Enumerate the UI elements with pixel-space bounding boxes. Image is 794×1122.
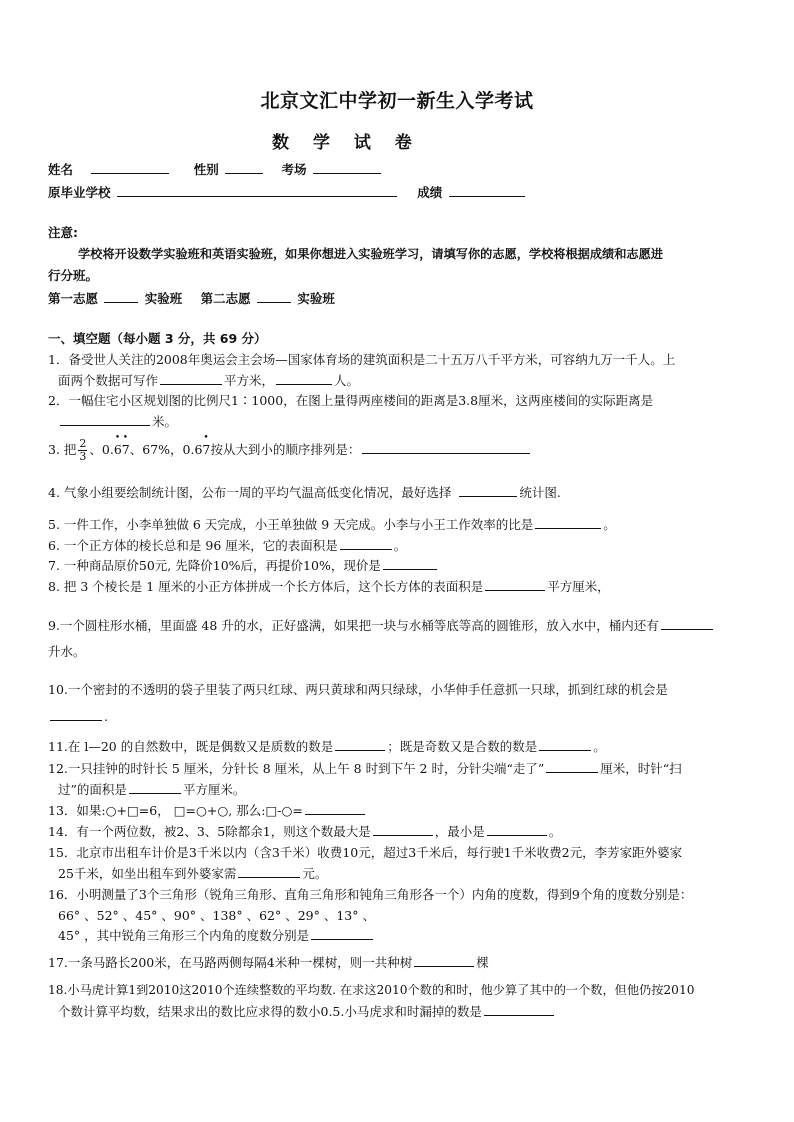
class2-label: 实验班	[297, 291, 335, 306]
q3-fraction	[78, 438, 87, 463]
name-field[interactable]	[91, 161, 169, 174]
q12-line2	[58, 780, 245, 798]
q12-text-b: 厘米，时针“扫	[600, 761, 682, 776]
q9-blank[interactable]	[661, 617, 713, 630]
q3-line	[48, 438, 532, 463]
q10-blank[interactable]	[50, 708, 102, 721]
q2-line2	[58, 412, 177, 430]
q2-line1: 2．一幅住宅小区规划图的比例尺1∶1000，在图上量得两座楼间的距离是3.8厘米，这两座楼间的实际距离是	[48, 393, 654, 408]
q1-line1: 1．备受世人关注的2008年奥运会主会场—国家体育场的建筑面积是二十五万八千平方米，可容纳九万一千人。上	[48, 352, 676, 367]
choice2-label: 第二志愿	[200, 291, 251, 306]
q15-line1: 15．北京市出租车计价是3千米以内（含3千米）收费10元，超过3千米后，每行驶1千米收费2元，李芳家距外婆家	[48, 845, 683, 860]
q6-text-b: 。	[393, 538, 407, 553]
q12-line1	[48, 759, 682, 777]
q14-text-a: 14．有一个两位数，被2、3、5除都余1，则这个数最大是	[48, 824, 371, 839]
q1-text-a: 面两个数据可写作	[58, 373, 159, 388]
q18-text: 个数计算平均数，结果求出的数比应求得的数小0.5.小马虎求和时漏掉的数是	[58, 1004, 482, 1019]
q17-text-b: 棵	[476, 955, 489, 970]
q10-line1: 10.一个密封的不透明的袋子里装了两只红球、两只黄球和两只绿球，小华伸手任意抓一只球，抓到红球的机会是	[48, 682, 668, 697]
school-field[interactable]	[117, 184, 397, 197]
info-row-2	[48, 183, 527, 201]
school-label: 原毕业学校	[48, 185, 111, 200]
q8-line	[48, 577, 610, 595]
q9-text: 9.一个圆柱形水桶，里面盛 48 升的水，正好盛满，如果把一块与水桶等底等高的圆锥形，放入水中，桶内还有	[48, 618, 659, 633]
q12-text-c: 过”的面积是	[58, 782, 127, 797]
q7-blank[interactable]	[383, 557, 437, 570]
q7-line	[48, 556, 439, 574]
info-row-1	[48, 160, 383, 178]
q11-text-a: 11.在 l—20 的自然数中，既是偶数又是质数的数是	[48, 739, 334, 754]
q15-blank[interactable]	[238, 865, 300, 878]
fraction-denominator: 3	[79, 450, 87, 463]
room-label: 考场	[281, 162, 307, 177]
q15-text-b: 元。	[302, 866, 328, 881]
q18-line2	[58, 1002, 556, 1020]
section-1-heading: 一、填空题（每小题 3 分，共 69 分）	[48, 331, 267, 346]
q12-blank-2[interactable]	[129, 781, 181, 794]
q8-text-a: 8. 把 3 个棱长是 1 厘米的小正方体拼成一个长方体后，这个长方体的表面积是	[48, 579, 484, 594]
q8-text-b: 平方厘米，	[547, 579, 610, 594]
q13-line	[48, 801, 367, 819]
q16-line1: 16．小明测量了3个三角形（锐角三角形、直角三角形和钝角三角形各一个）内角的度数，得到9个角的度数分别是：	[48, 887, 693, 902]
q6-line	[48, 536, 406, 554]
q1-blank-2[interactable]	[276, 372, 332, 385]
q6-text-a: 6. 一个正方体的棱长总和是 96 厘米，它的表面积是	[48, 538, 338, 553]
q12-text-a: 12.一只挂钟的时针长 5 厘米，分针长 8 厘米，从上午 8 时到下午 2 时，分针尖端“走了”	[48, 761, 545, 776]
q12-blank-1[interactable]	[546, 760, 598, 773]
q5-line	[48, 515, 616, 533]
q1-blank-1[interactable]	[160, 372, 222, 385]
notice-text-2: 行分班。	[48, 268, 99, 283]
q4-text-a: 4. 气象小组要绘制统计图，公布一周的平均气温高低变化情况，最好选择	[48, 485, 452, 500]
q16-line3	[58, 926, 375, 944]
q5-text-b: 。	[603, 517, 616, 532]
q11-text-b: ；既是奇数又是合数的数是	[387, 739, 538, 754]
q12-text-d: 平方厘米。	[182, 782, 246, 797]
q10-text: .	[104, 709, 108, 724]
fraction-numerator: 2	[79, 437, 87, 450]
q17-line	[48, 953, 489, 971]
q14-text-b: ，最小是	[434, 824, 485, 839]
gender-label: 性别	[193, 162, 219, 177]
gender-field[interactable]	[225, 161, 263, 174]
q11-blank-2[interactable]	[539, 738, 591, 751]
q8-blank[interactable]	[485, 578, 545, 591]
q1-line2	[58, 371, 359, 389]
score-label: 成绩	[417, 185, 443, 200]
q14-text-c: 。	[548, 824, 562, 839]
q4-text-b: 统计图.	[519, 485, 561, 500]
q10-line2	[48, 708, 108, 724]
q18-blank[interactable]	[484, 1003, 554, 1016]
q3-text-b: 、0.	[89, 442, 114, 457]
q6-blank[interactable]	[340, 537, 392, 550]
q13-blank[interactable]	[305, 802, 365, 815]
q14-line	[48, 822, 561, 840]
q15-line2	[58, 864, 327, 882]
q14-blank-2[interactable]	[487, 823, 547, 836]
q17-blank[interactable]	[414, 954, 474, 967]
wish-row	[48, 289, 335, 307]
q1-text-c: 人。	[334, 373, 360, 388]
q3-text-g: 按从大到小的顺序排列是：	[210, 442, 361, 457]
q9-line1	[48, 616, 715, 634]
score-field[interactable]	[449, 184, 525, 197]
q16-text: 45° ，其中锐角三角形三个内角的度数分别是	[58, 928, 310, 943]
class1-label: 实验班	[144, 291, 183, 306]
q4-blank[interactable]	[459, 484, 517, 497]
choice2-field[interactable]	[257, 290, 291, 303]
q3-text-e: 、67%，0.6	[129, 442, 203, 457]
q11-text-c: 。	[593, 739, 606, 754]
q3-repeat-digit-6: • 6	[114, 442, 122, 457]
q16-line2: 66° 、52° 、45° 、90° 、138° 、62° 、29° 、13° 、	[58, 908, 375, 923]
q2-blank[interactable]	[60, 413, 150, 426]
q5-text-a: 5. 一件工作，小李单独做 6 天完成，小王单独做 9 天完成。小李与小王工作效率的比是	[48, 517, 534, 532]
q2-text: 米。	[152, 414, 178, 429]
q5-blank[interactable]	[535, 516, 601, 529]
name-label: 姓名	[48, 162, 74, 177]
page-title: 北京文汇中学初一新生入学考试	[260, 90, 534, 112]
room-field[interactable]	[313, 161, 381, 174]
q4-line	[48, 483, 561, 501]
notice-text-1: 学校将开设数学实验班和英语实验班，如果你想进入实验班学习，请填写你的志愿，学校将根据成绩和志愿进	[78, 247, 663, 261]
q3-repeat-digit-7b: • 7	[202, 442, 210, 457]
q14-blank-1[interactable]	[373, 823, 433, 836]
q3-blank[interactable]	[362, 441, 530, 454]
q16-blank[interactable]	[311, 927, 373, 940]
choice1-field[interactable]	[104, 290, 138, 303]
q15-text-a: 25千米，如坐出租车到外婆家需	[58, 866, 237, 881]
page-subtitle: 数 学 试 卷	[272, 133, 421, 153]
q3-repeat-digit-7: • 7	[122, 442, 130, 457]
q7-text-a: 7. 一种商品原价50元, 先降价10%后，再提价10%，现价是	[48, 558, 381, 573]
notice-heading: 注意:	[48, 225, 78, 240]
q11-line	[48, 737, 606, 755]
q9-line2: 升水。	[48, 644, 86, 659]
q18-line1: 18.小马虎计算1到2010这2010个连续整数的平均数. 在求这2010个数的和时，他少算了其中的一个数，但他仍按2010	[48, 983, 695, 997]
q3-text-a: 3. 把	[48, 442, 77, 457]
q1-text-b: 平方米，	[224, 373, 275, 388]
q17-text-a: 17.一条马路长200米，在马路两侧每隔4米种一棵树，则一共种树	[48, 955, 413, 970]
q13-text: 13．如果:○+□=6， □=○+○, 那么:□-○=	[48, 803, 303, 818]
choice1-label: 第一志愿	[48, 291, 99, 306]
q11-blank-1[interactable]	[335, 738, 385, 751]
